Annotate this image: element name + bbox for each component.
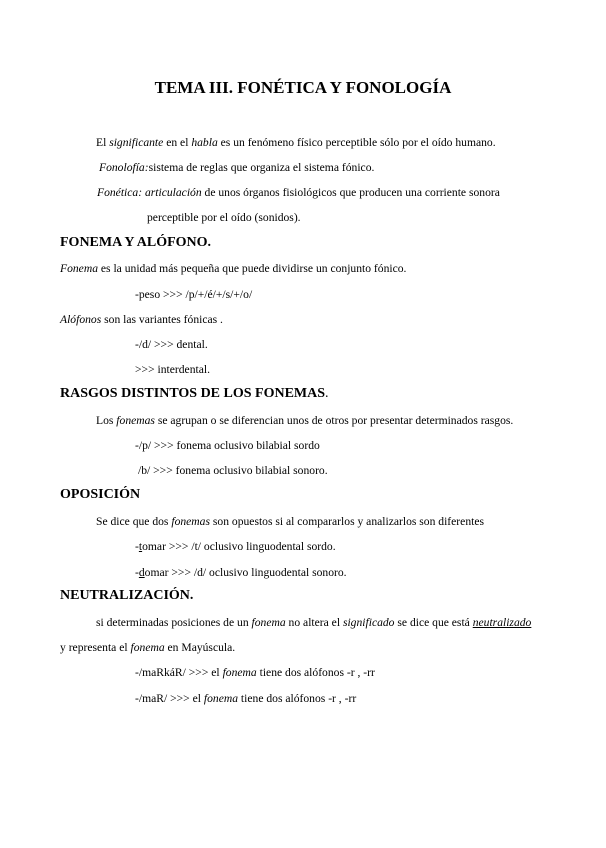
- intro-line-3: Fonética: articulación de unos órganos fisiológicos que producen una corriente sonora: [97, 186, 500, 199]
- section-heading-rasgos: RASGOS DISTINTOS DE LOS FONEMAS.: [60, 386, 329, 401]
- s2-line-1: Los fonemas se agrupan o se diferencian unos de otros por presentar determinados rasgos.: [96, 414, 514, 427]
- intro-line-4: perceptible por el oído (sonidos).: [147, 211, 301, 224]
- section-heading-fonema-alofono: FONEMA Y ALÓFONO.: [60, 235, 212, 250]
- s1-line-3: Alófonos son las variantes fónicas .: [60, 313, 223, 326]
- s2-line-2: -/p/ >>> fonema oclusivo bilabial sordo: [135, 439, 320, 452]
- intro-line-2: Fonolofía:sistema de reglas que organiza el sistema fónico.: [99, 161, 375, 174]
- s4-line-1: si determinadas posiciones de un fonema no altera el significado se dice que está neutralizado: [96, 616, 532, 629]
- intro-line-1: El significante en el habla es un fenómeno físico perceptible sólo por el oído humano.: [96, 136, 496, 149]
- s1-line-1: Fonema es la unidad más pequeña que puede dividirse un conjunto fónico.: [60, 262, 407, 275]
- s3-line-1: Se dice que dos fonemas son opuestos si al compararlos y analizarlos son diferentes: [96, 515, 484, 528]
- section-heading-neutralizacion: NEUTRALIZACIÓN.: [60, 588, 194, 603]
- s1-line-2: -peso >>> /p/+/é/+/s/+/o/: [135, 288, 253, 301]
- section-heading-oposicion: OPOSICIÓN: [60, 487, 141, 502]
- s1-line-4: -/d/ >>> dental.: [135, 338, 208, 351]
- s1-line-5: >>> interdental.: [135, 363, 210, 376]
- s2-line-3: /b/ >>> fonema oclusivo bilabial sonoro.: [138, 464, 328, 477]
- s4-line-2: y representa el fonema en Mayúscula.: [60, 641, 236, 654]
- s3-line-2: -tomar >>> /t/ oclusivo linguodental sordo.: [135, 540, 336, 553]
- s4-line-3: -/maRkáR/ >>> el fonema tiene dos alófonos -r , -rr: [135, 666, 375, 679]
- s4-line-4: -/maR/ >>> el fonema tiene dos alófonos -r , -rr: [135, 692, 357, 705]
- page-title: TEMA III. FONÉTICA Y FONOLOGÍA: [154, 78, 452, 97]
- s3-line-3: -domar >>> /d/ oclusivo linguodental sonoro.: [135, 566, 347, 579]
